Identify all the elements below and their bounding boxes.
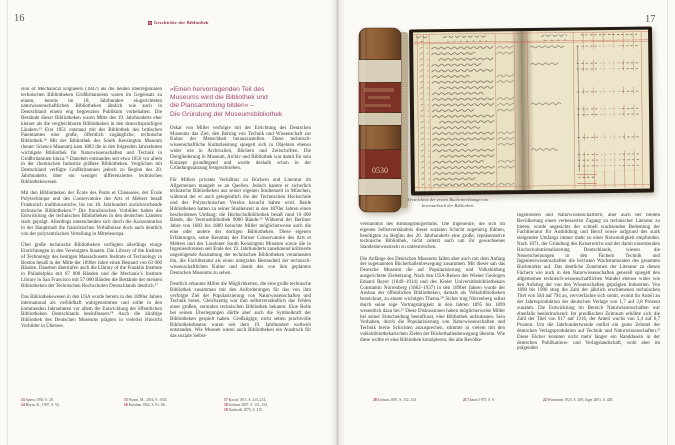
footnote-number: 21 bbox=[463, 398, 467, 402]
heading-line: Die Gründung der Museumsbibliothek bbox=[170, 110, 283, 118]
footnote-number: 13 bbox=[21, 398, 25, 402]
running-header-title: Geschichte der Bibliothek bbox=[154, 20, 209, 25]
footnote-number: 22 bbox=[543, 398, 547, 402]
page-gutter bbox=[330, 0, 345, 445]
footnote: 21 Thauer 1975, S. 9. bbox=[463, 398, 495, 402]
footnote: 16 Kufahne 1962, S. 91–96. bbox=[124, 402, 166, 407]
paragraph: Oskar von Miller verfolgte mit der Errichtung des Deutschen Museums das Ziel, den Beitrag von Technik und Wissenschaft zur Kultur der Menschheit herauszustellen. Diese technisch-wissenschaftliche Kulturleistung spiegelt sich in Objekten ebenso wider wie in Archivalien, Büchern und Zeitschriften. Die Dreigliederung in Museum, Archiv und Bibliothek war damit für sein Konzept grundlegend und wurde deshalb schon in der Gründungssatzung festgeschrieben. bbox=[170, 125, 311, 172]
footnote: 15 Wyant, M., 2016, S. 1045. bbox=[124, 398, 168, 402]
paragraph: sion of Mechanical Engineers (1847) als die beiden überregionalen technischen Bibliotheken Großbritanniens waren im Gegensatz zu einem, bereits im 18. Jahrhundert eingerichteten naturwissenschaftlichen Bibliotheken ähnlich wie auch in Deutschland einem eng begrenzten Publikum vorbehalten. Die Bestände dieser Bibliotheken waren Mitte des 19. Jahrhunderts eher kleiner als die vergleichbaren Bibliotheken in den deutschsprachigen Ländern.¹³ Erst 1851 entstand mit der Bibliothek des britischen Patentamtes eine große, öffentlich zugängliche, technische Bibliothek.¹⁴ Mit der Bibliothek des South Kensington Museum (heute: Science Museum) kam 1883 die in den folgenden Jahrzehnten wichtigste Bibliothek für Naturwissenschaften und Technik in Großbritannien hinzu.¹⁵ Daneben entstanden seit etwa 1850 vor allem in der chemischen Industrie größere Bibliotheken. Verglichen mit Deutschland verfügte Großbritannien jedoch zu Beginn des 20. Jahrhunderts über ein weniger differenziertes technisches Bibliothekswesen. bbox=[21, 87, 162, 185]
footnote-number: 18 bbox=[224, 402, 228, 407]
footnote-number: 20 bbox=[373, 398, 377, 402]
footnote-number: 17 bbox=[224, 398, 228, 402]
ledger-spine bbox=[359, 28, 408, 212]
right-page-column-1 bbox=[360, 222, 505, 392]
footnote: 13 Spiess 1930, S. 28. bbox=[21, 398, 54, 402]
heading-line: die Plansammlung bilden« – bbox=[170, 102, 255, 110]
open-ledger bbox=[409, 27, 654, 196]
paragraph: verständnis des Bildungsbürgertums. Die Ingenieure, die sich im eigenen Selbstverständnis dieser sozialen Schicht zugehörig fühlten, benötigten zu Beginn des 20. Jahrhunderts eine große, repräsentative technische Bibliothek, nicht zuletzt auch um ihr gewachsenes Standesbewusstsein zu unterstreichen. bbox=[360, 222, 505, 251]
paragraph: Deutlich erkannte Miller die Möglichkeiten, die eine große technische Bibliothek zusammen mit den Anforderungen für das von ihm verfolgte Ziel der Popularisierung von Naturwissenschaften und Technik boten. Gleichzeitig war ihm selbstverständlich das Fehlen einer großen, zentralen technischen Bibliothek bekannt. Eine Rolle bei seinen Überlegungen dürfte aber auch die Symbolkraft der Bibliotheken gespielt haben. Großzügige, nicht selten prachtvolle Bibliotheksbauten waren seit dem 19. Jahrhundert weltweit entstanden. Wie Museen waren auch Bibliotheken ein Ausdruck für das soziale Selbst- bbox=[170, 281, 311, 340]
chapter-marker-icon bbox=[148, 21, 152, 25]
right-page-column-2 bbox=[517, 213, 660, 392]
footnote: 19 Nachrodt 1875, S. 215. bbox=[224, 407, 263, 412]
left-page-column-2-body bbox=[170, 126, 311, 340]
paragraph: Für Millers privates Verhältnis zu Büchern und Literatur im Allgemeinen mangelt es an Quellen. Jedoch kannte er sicherlich technische Bibliotheken aus seiner eigenen Studienzeit in München, während der er auch gelegentlich die der Technischen Hochschule und des Polytechnischen Vereins besucht haben wird. Beide Bibliotheken hatten zu seiner Studienzeit in den 1870er Jahren einen bescheidenen Umfang: die Hochschulbibliothek besaß rund 10 000 Bände, die Vereinsbibliothek 9000 Bände.¹⁹ Während der Berliner Jahre von 1883 bis 1889 besuchte Miller möglicherweise auch die eine oder andere der dortigen Bibliotheken. Diese eigenen Erfahrungen, seine Kenntnis des Pariser Conservatoire des Arts et Métiers und des Londoner South Kensington Museum sowie die in Ingenieurkreisen seit Ende des 19. Jahrhunderts zunehmend kritisierte ungenügende Ausstattung der technischen Bibliotheken veranlassten ihn, die Fachliteratur als einen integralen Bestandteil der technisch-wissenschaftlichen Kultur und damit des von ihm geplanten Deutschen Museums zu sehen. bbox=[170, 177, 311, 276]
footnote-number: 15 bbox=[124, 398, 128, 402]
spine-shelfmark: 0530 bbox=[372, 166, 388, 175]
footnote: 22 Wustmann 1923, S. 280; Jäger 2001, S. 429. bbox=[543, 398, 614, 402]
footnote-group bbox=[224, 398, 332, 413]
footnote: 17 Kawai 1915, S. 213–214. bbox=[224, 398, 267, 402]
footnote: 14 Heym, K., 1997, S. 94. bbox=[21, 402, 60, 407]
paragraph: Das Bibliothekswesen in den USA wurde bereits in den 1890er Jahren international als vorbildhaft wahrgenommen und sollte in den kommenden Jahrzehnten vor allem die Entwicklung der öffentlichen Bibliotheken Deutschlands beeinflussen.¹⁸ Auch die künftige Bibliothek des Deutschen Museums prägten in vielerlei Hinsicht Vorbilder in Übersee. bbox=[21, 295, 162, 330]
photo-caption: Verzeichnis der ersten Bucheinreihungen im Inventarbuch der Bibliothek. bbox=[407, 197, 489, 208]
paragraph: Die Anfänge des Deutschen Museums fallen aber auch mit dem Anfang der sogenannten Bücherhallenbewegung zusammen. Mit dieser sah das Deutsche Museum die auf Popularisierung und Volksbildung ausgerichtete Zielsetzung. Nach den USA-Reisen des Wiener Geologen Eduard Reyer (1849–1914) und des Kieler Universitätsbibliothekars Constantin Nörrenberg (1862–1937) in den 1890er Jahren wurde der Ausbau der öffentlichen Bibliotheken, damals als Volksbibliotheken bezeichnet, zu einem wichtigen Thema.²⁰ Sicher trug Nörrenberg selbst durch seine rege Vortragstätigkeit in den Jahren 1895 bis 1899 wesentlich dazu bei.²¹ Diese Diskussionen haben möglicherweise Miller bei seiner Entscheidung beeinflusst, eine Bibliothek aufzubauen. Sein Vorhaben, durch die Popularisierung von Naturwissenschaften und Technik breite Schichten anzusprechen, stimmte in vielem mit den volksbibliothekarischen Zielen der Bücherhallenbewegung überein. Wie diese wollte er eine Bibliothek konzipieren, die alle Bevölke- bbox=[360, 256, 505, 343]
paragraph: Ingenieuren und Naturwissenschaftlern, aber auch der breiten Bevölkerung einen verbesserten Zugang zu technischer Literatur zu bieten, wurde angesichts der schnell wachsenden Bedeutung der Fachliteratur für Ausbildung und Beruf sowie aufgrund des stark steigenden Umfangs immer mehr zu einer Notwendigkeit empfunden. Nach 1871, der Gründung des Kaiserreichs und der damit einsetzenden Hochschulrationalisierung Deutschlands, wiesen die Neuerscheinungen in den Fächern Technik und Ingenieurwissenschaften die höchsten Wachstumsraten des gesamten Buchmarkts auf. Das deutliche Zunehmen der Literatur zu diesen Fächern wie auch in den Naturwissenschaften generell spiegelt den allgemeinen technisch-wissenschaftlichen Wandel ebenso wider wie den Aufstieg der von den Wissenschaften geprägten Industrien. Von 1890 bis 1900 stieg die Zahl der jährlich erschienenen technischen Titel von 584 auf 794 an, vervierfachte sich somit, womit ihr Anteil an der Jahresproduktion der deutschen Verlage von 1,7 auf 3,8 Prozent zunahm. Die Entwicklung im Bereich Naturwissenschaften war ebenfalls beeindruckend: Im preußischen Zeitraum erhöhte sich die Zahl der Titel von 617 auf 1316, der Anteil wuchs von 5,4 auf 6,7 Prozent. Um die Jahrhundertwende entfiel ein gutes Zehntel der deutschen Verlagsproduktion auf Technik und Naturwissenschaften.²² Diese Fächer konnten nicht mehr länger ein Randdasein in der deutschen Publikations- und Verlagslandschaft, wohl aber im prägenden bbox=[517, 213, 660, 352]
footnote-number: 19 bbox=[224, 407, 228, 412]
running-header bbox=[148, 20, 209, 25]
paragraph: Über große technische Bibliotheken verfügten allerdings einige Einrichtungen in den Vereinigten Staaten. Die Library of the Institute of Technology des heutigen Massachusetts Institute of Technology in Boston besaß in der Mitte der 1890er Jahre einen Bestand von 63 000 Bänden. Daneben übertrafen auch die Library of the Franklin Institute in Philadelphia mit 67 000 Bänden und die Mechanic's Institute Library in San Francisco mit 57 000 Bänden die Bestände der meisten Bibliotheken der Technischen Hochschulen Deutschlands deutlich.¹⁷ bbox=[21, 243, 162, 289]
footnote-group bbox=[21, 398, 119, 408]
section-heading bbox=[170, 86, 311, 119]
footnote-group bbox=[124, 398, 222, 408]
heading-line: »Einen hervorragenden Teil des bbox=[170, 86, 265, 93]
footnote-group bbox=[463, 398, 555, 403]
footnote-number: 16 bbox=[124, 402, 128, 407]
left-page-column-1 bbox=[21, 87, 162, 392]
left-page-number: 16 bbox=[14, 13, 25, 24]
footnote: 18 Jochum 2007, S. 151–154. bbox=[224, 402, 268, 407]
inventory-book-photo bbox=[356, 26, 660, 216]
left-page-column-2 bbox=[170, 86, 311, 392]
right-page-edge bbox=[667, 0, 668, 445]
footnote-group bbox=[543, 398, 665, 403]
paragraph: Mit den Bibliotheken der École des Ponts et Chaussées, der École Polytechnique und des Conservatoire des Arts et Métiers besaß Frankreich traditionsreiche, bis ins 18. Jahrhundert zurückreichende technische Bibliotheken.¹⁶ Die französischen Vorbilder haben die Entwicklung der technischen Bibliotheken in den deutschen Ländern stark geprägt. Allerdings unterscheiden sich durch die Konzentration in der Hauptstadt die französischen Verhältnisse doch auch deutlich von der polyzentrischen Verteilung in Mitteleuropa. bbox=[21, 191, 162, 237]
footnote-number: 14 bbox=[21, 402, 25, 407]
right-page-number: 17 bbox=[645, 14, 656, 25]
heading-line: Museums wird die Bibliothek und bbox=[170, 94, 268, 102]
left-page-edge bbox=[7, 0, 8, 445]
footnote: 20 Jochum 2007, S. 152–154. bbox=[373, 398, 417, 402]
